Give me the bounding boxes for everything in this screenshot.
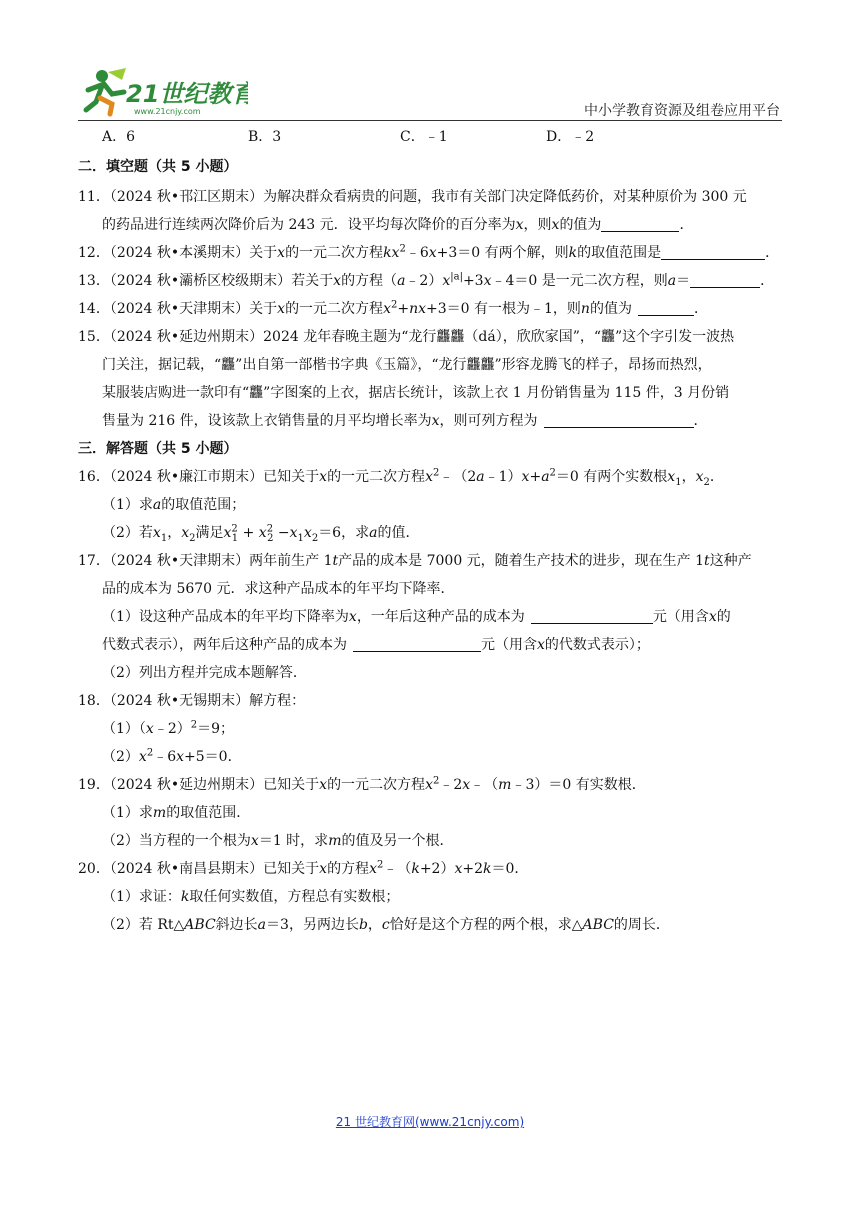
q11-text: 的药品进行连续两次降价后为 243 元．设平均每次降价的百分率为	[102, 217, 516, 233]
q15-text: 售量为 216 件，设该款上衣销售量的月平均增长率为	[102, 413, 432, 429]
var-x: x	[383, 301, 391, 317]
q16-text: +	[238, 525, 259, 541]
logo-url: www.21cnjy.com	[134, 107, 201, 116]
var-x2: x	[181, 525, 190, 541]
var-a: a	[397, 273, 406, 289]
q16-part2	[78, 519, 784, 547]
var-x: x	[319, 861, 328, 877]
var-abc: ABC	[184, 917, 216, 933]
q18-line1: 18．（2024 秋•无锡期末）解方程：	[78, 693, 306, 709]
q16-text: 的一元二次方程	[327, 469, 426, 485]
q11-text: 的值为	[559, 217, 602, 233]
var-x: x	[425, 777, 433, 793]
q20-text: ＝3，另两边长	[266, 917, 359, 933]
q20-text: 20．（2024 秋•南昌县期末）已知关于	[78, 861, 320, 877]
q19-text: ﹣（	[470, 777, 499, 793]
q20-part1	[78, 883, 784, 911]
var-x: x	[551, 217, 560, 233]
page-footer	[0, 1113, 860, 1130]
var-a: a	[369, 525, 378, 541]
var-x: x	[138, 749, 147, 765]
q20-text: （1）求证：	[102, 889, 181, 905]
var-k: k	[383, 245, 392, 261]
q16-text: −	[273, 525, 290, 541]
var-x: x	[348, 609, 357, 625]
q20-text: +2	[462, 861, 484, 877]
exponent: 2	[376, 859, 384, 871]
q20-text: 的方程	[327, 861, 370, 877]
var-x: x	[176, 749, 185, 765]
var-c: c	[381, 917, 390, 933]
question-16	[78, 463, 784, 547]
q20-text: （2）若 Rt△	[102, 917, 185, 933]
var-x1: x	[223, 525, 232, 541]
q20-text: ＝0．	[491, 861, 529, 877]
q16-text: （1）求	[102, 497, 153, 513]
q16-text: 的值．	[377, 525, 420, 541]
exponent: 2	[399, 243, 406, 255]
var-n: n	[409, 301, 419, 317]
q13-text: ＝	[676, 273, 691, 289]
q12-text: ﹣6	[405, 245, 429, 261]
q17-text: 这种产	[709, 553, 752, 569]
var-x: x	[431, 413, 440, 429]
q17-part1	[78, 603, 784, 631]
q13-end: ．	[760, 273, 775, 289]
q16-line1	[78, 463, 784, 491]
question-17	[78, 547, 784, 687]
q19-text: ＝1 时，求	[258, 833, 329, 849]
q16-text: （2）若	[102, 525, 153, 541]
q14-text: 的一元二次方程	[285, 301, 384, 317]
q17-part2: （2）列出方程并完成本题解答．	[102, 665, 307, 681]
q18-text: （1）（	[102, 721, 146, 737]
subscript: 2	[267, 532, 274, 544]
q19-part1	[78, 799, 784, 827]
var-k: k	[411, 861, 420, 877]
q17-text: ，一年后这种产品的成本为	[356, 609, 525, 625]
q14-text: +3＝0 有一根为﹣1，则	[426, 301, 581, 317]
question-11	[78, 183, 784, 239]
option-a: A．6	[102, 129, 136, 145]
var-k: k	[180, 889, 190, 905]
q20-text: ，	[367, 917, 382, 933]
subscript: 1	[160, 532, 168, 544]
q18-text: ＝9；	[197, 721, 235, 737]
q15-line1: 15．（2024 秋•延边州期末）2024 龙年春晚主题为“龙行龘龘（dá），欣欣家国”，“龘”这个字引发一波热	[78, 329, 735, 345]
var-t: t	[704, 553, 710, 569]
answer-blank[interactable]	[638, 299, 694, 316]
q11-line2	[78, 211, 784, 239]
q19-line1	[78, 771, 784, 799]
exponent: 2	[549, 467, 556, 479]
subscript: 2	[189, 532, 196, 544]
answer-blank[interactable]	[690, 271, 760, 288]
var-a: a	[476, 469, 485, 485]
q17-text: 元（用含	[481, 637, 537, 653]
q17-text: 的	[716, 609, 731, 625]
q20-line1	[78, 855, 784, 883]
exponent: 2	[266, 523, 274, 535]
q19-text: 的取值范围．	[166, 805, 251, 821]
q14-text: 14．（2024 秋•天津期末）关于	[78, 301, 278, 317]
q17-text: 的代数式表示）；	[544, 637, 650, 653]
q16-part1	[78, 491, 784, 519]
q17-line1	[78, 547, 784, 575]
var-b: b	[358, 917, 368, 933]
q12-text: +3＝0 有两个解，则	[436, 245, 569, 261]
q20-text: 取任何实数值，方程总有实数根；	[189, 889, 400, 905]
var-a: a	[152, 497, 162, 513]
answer-blank[interactable]	[601, 215, 679, 232]
header-divider	[78, 120, 782, 121]
q13-text: 的方程（	[341, 273, 398, 289]
var-x: x	[277, 245, 286, 261]
q17-text: 元（用含	[652, 609, 709, 625]
q19-text: （1）求	[102, 805, 153, 821]
var-x: x	[454, 861, 463, 877]
q11-line1: 11．（2024 秋•邗江区期末）为解决群众看病贵的问题，我市有关部门决定降低药价，对某种原价为 300 元	[78, 189, 747, 205]
q16-text: ＝0 有两个实数根	[555, 469, 668, 485]
q17-text: 产品的成本是 7000 元，随着生产技术的进步，现在生产 1	[338, 553, 705, 569]
var-a: a	[541, 469, 550, 485]
question-19	[78, 771, 784, 855]
q16-text: +	[529, 469, 542, 485]
answer-blank[interactable]	[353, 635, 481, 652]
question-20	[78, 855, 784, 939]
q18-part1	[78, 715, 784, 743]
q12-text: 的一元二次方程	[285, 245, 384, 261]
var-x: x	[708, 609, 717, 625]
q19-text: ﹣2	[439, 777, 463, 793]
var-m: m	[498, 777, 512, 793]
var-x: x	[369, 861, 377, 877]
exponent: 2	[432, 775, 440, 787]
subscript: 1	[297, 532, 304, 544]
q19-part2	[78, 827, 784, 855]
var-x: x	[319, 469, 328, 485]
q16-end: ．	[709, 469, 724, 485]
exam-content	[78, 123, 784, 939]
q19-text: 的值及另一个根．	[341, 833, 454, 849]
var-x: x	[277, 301, 286, 317]
q18-text: ﹣6	[153, 749, 177, 765]
var-a: a	[667, 273, 677, 289]
q14-end: ．	[693, 301, 708, 317]
subscript: 2	[703, 476, 710, 488]
question-18	[78, 687, 784, 771]
q20-text: +2）	[419, 861, 455, 877]
var-x: x	[425, 469, 433, 485]
q13-text: 13．（2024 秋•灞桥区校级期末）若关于	[78, 273, 334, 289]
subscript: 2	[311, 532, 319, 544]
question-15	[78, 323, 784, 435]
var-x: x	[515, 217, 524, 233]
exponent: 2	[146, 747, 154, 759]
subscript: 1	[231, 532, 239, 544]
q16-text: ﹣1）	[484, 469, 522, 485]
var-x: x	[145, 721, 154, 737]
q16-text: 16．（2024 秋•廉江市期末）已知关于	[78, 469, 320, 485]
option-c: C．﹣1	[400, 129, 448, 145]
logo-text: 21世纪教育	[126, 80, 248, 108]
answer-blank[interactable]	[531, 607, 653, 624]
answer-blank[interactable]	[544, 411, 694, 428]
q19-text: （2）当方程的一个根为	[102, 833, 251, 849]
q20-text: ﹣（	[383, 861, 412, 877]
section-fill-blank-title: 二．填空题（共 5 小题）	[78, 159, 238, 175]
q16-text: ，	[167, 525, 182, 541]
q15-line3: 某服装店购进一款印有“龘”字图案的上衣，据店长统计，该款上衣 1 月份销售量为 115 件，3 月份销	[102, 385, 730, 401]
q17-part1-cont	[78, 631, 784, 659]
q13-text: ﹣2）	[405, 273, 443, 289]
q20-text: 恰好是这个方程的两个根，求△	[389, 917, 583, 933]
q20-text: 的周长．	[613, 917, 670, 933]
var-a: a	[257, 917, 267, 933]
subscript: 1	[675, 476, 682, 488]
q17-text: （1）设这种产品成本的年平均下降率为	[102, 609, 349, 625]
site-logo	[78, 68, 248, 118]
q13-text: +3	[462, 273, 484, 289]
var-x: x	[442, 273, 451, 289]
q16-text: ，	[681, 469, 696, 485]
var-k: k	[483, 861, 492, 877]
q16-text: 的取值范围；	[161, 497, 246, 513]
q14-text: 的值为	[589, 301, 632, 317]
var-x2: x	[303, 525, 312, 541]
option-b: B．3	[248, 129, 282, 145]
q18-text: （2）	[102, 749, 139, 765]
question-12	[78, 239, 784, 267]
option-d: D．﹣2	[546, 129, 595, 145]
var-x: x	[418, 301, 427, 317]
q19-text: 的一元二次方程	[327, 777, 426, 793]
answer-options-row	[78, 123, 784, 151]
q14-text: +	[397, 301, 410, 317]
var-x2: x	[258, 525, 267, 541]
var-x: x	[333, 273, 342, 289]
var-x: x	[483, 273, 492, 289]
runner-logo-icon	[78, 68, 248, 118]
section-solve-title: 三．解答题（共 5 小题）	[78, 441, 238, 457]
var-x: x	[391, 245, 400, 261]
q17-text: 代数式表示），两年后这种产品的成本为	[102, 637, 347, 653]
q19-text: ﹣3）＝0 有实数根．	[511, 777, 646, 793]
exponent: 2	[390, 299, 398, 311]
q17-text: 17．（2024 秋•天津期末）两年前生产 1	[78, 553, 333, 569]
q18-part2	[78, 743, 784, 771]
var-x: x	[462, 777, 471, 793]
var-abc: ABC	[582, 917, 614, 933]
q12-text: 的取值范围是	[577, 245, 662, 261]
exponent: 2	[190, 719, 198, 731]
footer-link[interactable]: 21 世纪教育网(www.21cnjy.com)	[335, 1115, 525, 1129]
q19-text: 19．（2024 秋•延边州期末）已知关于	[78, 777, 320, 793]
exponent: 2	[231, 523, 238, 535]
q18-text: +5＝0．	[184, 749, 242, 765]
q20-part2	[78, 911, 784, 939]
var-m: m	[152, 805, 167, 821]
var-x1: x	[667, 469, 676, 485]
q11-text: ，则	[523, 217, 552, 233]
var-x: x	[319, 777, 328, 793]
var-t: t	[332, 553, 339, 569]
var-x1: x	[289, 525, 298, 541]
exponent: 2	[432, 467, 440, 479]
q20-text: 斜边长	[215, 917, 258, 933]
q15-end: ．	[693, 413, 708, 429]
var-n: n	[580, 301, 590, 317]
q13-text: ﹣4＝0 是一元二次方程，则	[491, 273, 668, 289]
var-x1: x	[152, 525, 161, 541]
var-x2: x	[695, 469, 704, 485]
q18-text: ﹣2）	[153, 721, 191, 737]
var-x: x	[428, 245, 437, 261]
exponent: |a|	[450, 271, 463, 283]
var-x: x	[521, 469, 530, 485]
question-14	[78, 295, 784, 323]
q16-text: ＝6，求	[318, 525, 370, 541]
q16-text: 满足	[195, 525, 224, 541]
q12-text: 12．（2024 秋•本溪期末）关于	[78, 245, 278, 261]
q15-line2: 门关注，据记载，“龘”出自第一部楷书字典《玉篇》，“龙行龘龘”形容龙腾飞的样子，昂扬而热烈，	[102, 357, 712, 373]
answer-blank[interactable]	[661, 243, 765, 260]
q11-end: ．	[679, 217, 694, 233]
var-x: x	[250, 833, 259, 849]
q17-line2: 品的成本为 5670 元．求这种产品成本的年平均下降率．	[102, 581, 455, 597]
q15-line4	[78, 407, 784, 435]
question-13	[78, 267, 784, 295]
page-header	[78, 60, 782, 118]
q16-text: ﹣（2	[439, 469, 477, 485]
platform-title: 中小学教育资源及组卷应用平台	[584, 103, 780, 119]
q15-text: ，则可列方程为	[439, 413, 538, 429]
var-k: k	[568, 245, 578, 261]
var-m: m	[328, 833, 342, 849]
var-x: x	[537, 637, 545, 653]
q12-end: ．	[765, 245, 780, 261]
